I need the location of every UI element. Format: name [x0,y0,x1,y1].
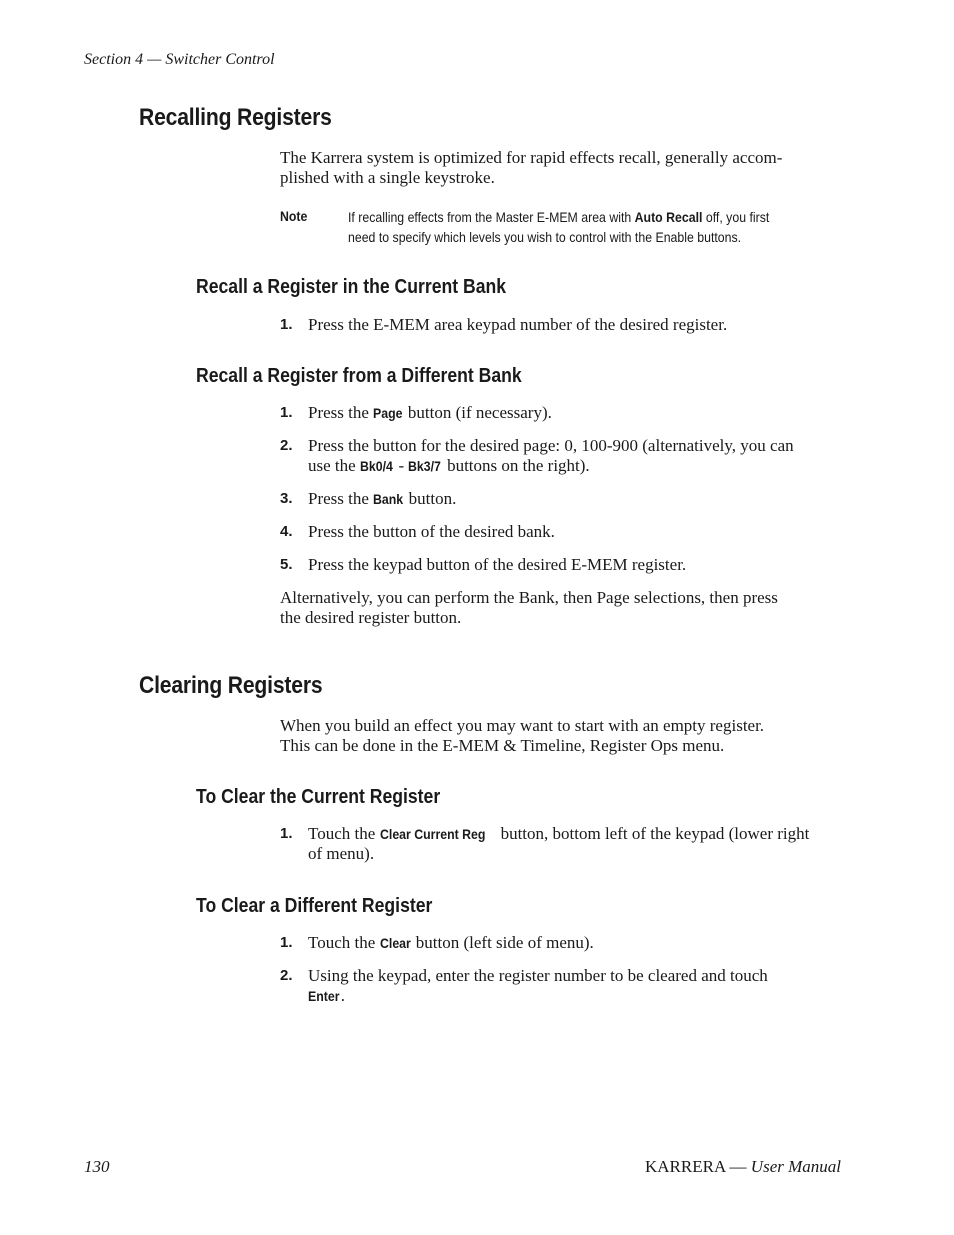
running-head: Section 4 — Switcher Control [84,51,275,68]
recalling-intro [280,148,840,188]
step-current-bank-1 [280,315,845,335]
step-text: use the [308,456,360,475]
alternative-line-1: Alternatively, you can perform the Bank, then Page selections, then press [280,588,778,607]
subsection-title-clear-current: To Clear the Current Register [196,786,441,808]
note-line-2: need to specify which levels you wish to control with the Enable buttons. [348,229,742,245]
step-text: button, bottom left of the keypad (lower right [496,824,810,843]
step-text: Press the [308,489,374,508]
alternative-line-2: the desired register button. [280,608,462,627]
step-text: Press the E-MEM area keypad number of the desired register. [308,315,728,334]
button-label-bk0-4: Bk0/4 [359,458,393,474]
step-number: 2. [280,437,293,454]
step-clear-different-1 [280,933,845,953]
step-different-bank-5 [280,555,845,575]
step-number: 4. [280,523,293,540]
footer-title [645,1157,841,1177]
note-part-2: off, you first [702,209,770,225]
recalling-intro-line-1: The Karrera system is optimized for rapid effects recall, generally accom- [280,148,783,167]
step-text: of menu). [308,844,375,863]
step-text: button (if necessary). [403,403,552,422]
section-title-recalling: Recalling Registers [139,104,332,131]
note-bold-auto-recall: Auto Recall [634,209,703,225]
note-line-1 [348,207,814,227]
footer-doc-name: User Manual [750,1157,841,1176]
button-label-page: Page [373,405,403,421]
step-text: buttons on the right). [442,456,590,475]
subsection-title-current-bank: Recall a Register in the Current Bank [196,276,507,298]
step-text: Press the keypad button of the desired E-MEM register. [308,555,687,574]
clearing-intro [280,716,840,756]
note-text [348,207,814,247]
button-label-clear-current-reg: Clear Current Reg [379,826,485,842]
step-number: 3. [280,490,293,507]
step-different-bank-1 [280,403,845,423]
section-title-clearing: Clearing Registers [139,672,323,699]
alternative-paragraph [280,588,840,628]
step-number: 1. [280,825,293,842]
step-text: Press the button of the desired bank. [308,522,555,541]
step-text: Touch the [308,824,380,843]
step-clear-different-2 [280,966,845,1006]
step-text: Touch the [308,933,380,952]
subsection-title-clear-different: To Clear a Different Register [196,895,433,917]
step-text: button (left side of menu). [411,933,594,952]
subsection-title-different-bank: Recall a Register from a Different Bank [196,365,522,387]
step-text: Press the button for the desired page: 0, 100-900 (alternatively, you can [308,436,794,455]
step-number: 1. [280,316,293,333]
footer-product: KARRERA [645,1157,726,1176]
page-number: 130 [84,1157,110,1176]
separator: - [394,456,409,475]
footer-separator: — [725,1157,751,1176]
step-text: Using the keypad, enter the register number to be cleared and touch [308,966,768,985]
step-number: 5. [280,556,293,573]
button-label-bk3-7: Bk3/7 [408,458,442,474]
step-number: 1. [280,404,293,421]
button-label-clear: Clear [379,935,411,951]
step-different-bank-3 [280,489,845,509]
clearing-intro-line-1: When you build an effect you may want to start with an empty register. [280,716,765,735]
note-label: Note [280,208,308,224]
step-clear-current-1 [280,824,845,864]
step-number: 1. [280,934,293,951]
recalling-intro-line-2: plished with a single keystroke. [280,168,495,187]
note-part-1: If recalling effects from the Master E-MEM area with [348,209,635,225]
button-label-enter: Enter [308,988,340,1004]
step-different-bank-2 [280,436,845,476]
step-text: button. [404,489,457,508]
step-text: . [340,986,346,1005]
step-different-bank-4 [280,522,845,542]
button-label-bank: Bank [373,491,404,507]
step-text: Press the [308,403,374,422]
step-number: 2. [280,967,293,984]
clearing-intro-line-2: This can be done in the E-MEM & Timeline, Register Ops menu. [280,736,725,755]
